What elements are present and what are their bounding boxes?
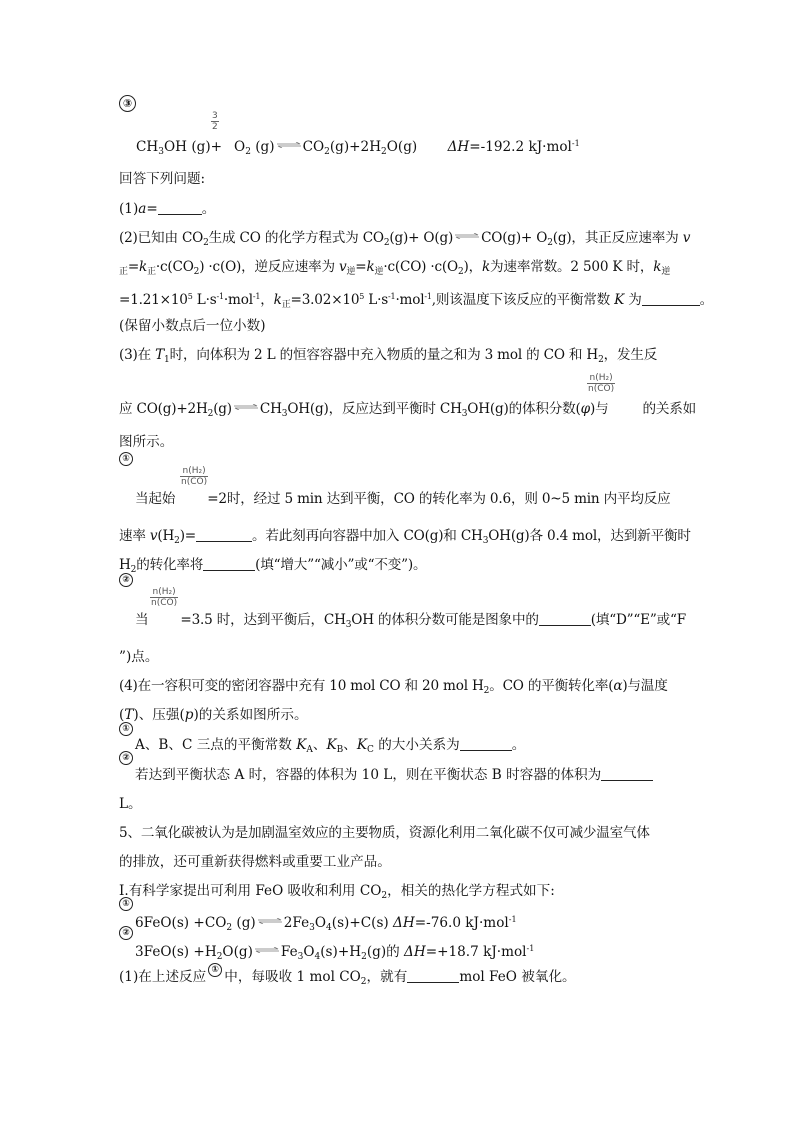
subscript: 正 [281,300,291,310]
subscript: 3 [281,409,288,419]
eq-text: =+18.7 kJ·mol [425,944,527,960]
variable: K [296,737,307,753]
q-text: =1.21×10 [119,292,188,308]
subscript: 2 [216,952,223,962]
q-text: 的转化率将 [136,557,204,573]
q-label: (1) [119,201,139,217]
question-3-1-line-3 [119,556,675,579]
fraction-denominator: n(CO) [151,598,178,608]
subscript: 2 [226,923,233,933]
q-text: (3)在 [119,347,156,363]
subscript: 3 [158,147,164,157]
q-text: OH(g)各 0.4 mol，达到新平衡时 [488,528,691,544]
q-text: 速率 [119,528,150,544]
sub-marker-1: ① [119,452,133,466]
eq-text: O(g) [386,139,418,155]
q-text: 。CO 的平衡转化率( [489,678,614,694]
question-3-2-line-2: ”)点。 [119,649,159,665]
q-text: 为速率常数。2 500 K 时， [490,259,654,275]
equation-3 [136,135,675,161]
question-4-2 [135,766,675,784]
variable: T [155,347,165,363]
q-text: ·c(CO [155,259,194,275]
q-text: 若达到平衡状态 A 时，容器的体积为 10 L，则在平衡状态 B 时容器的体积为 [135,767,602,783]
q-text: 。 [699,292,714,308]
eq-text: O [303,944,315,960]
subscript: 2 [457,267,464,277]
eq-text: (s)+C(s) [331,915,394,931]
variable: K [356,737,367,753]
q-text: (g) [213,401,232,417]
q-text: 应 CO(g)+2H [119,401,208,417]
answer-blank[interactable] [407,969,459,983]
q-text: CH [259,401,282,417]
question-3-1-line-2 [119,527,691,550]
q-text: 当起始 [135,491,176,507]
question-3-line-3: 图所示。 [119,434,174,450]
q-text: 为 [624,292,642,308]
variable: v [339,259,347,275]
delta-h: ΔH [447,139,470,155]
answer-blank[interactable] [203,557,255,571]
answer-blank[interactable] [642,292,700,306]
answer-intro: 回答下列问题: [119,171,206,187]
variable: K [614,292,625,308]
q-text: A、B、C 三点的平衡常数 [135,737,297,753]
superscript: -1 [252,292,261,301]
subscript: 2 [203,238,209,248]
subscript: 2 [245,147,251,157]
fraction-numerator: 3 [212,111,218,121]
q-text: )与温度 [622,678,668,694]
fraction-denominator: n(CO) [181,477,208,487]
variable: α [613,678,623,694]
subscript: 2 [360,977,367,987]
q-text: (填“D”“E”或“F [590,612,687,628]
eq-text: =-192.2 kJ·mol [469,139,572,155]
variable: k [273,292,282,308]
superscript: 5 [359,292,365,301]
answer-blank[interactable] [601,767,653,781]
q-text: ，发生反 [603,347,658,363]
q-text: 的关系如 [642,401,697,417]
subscript: 2 [598,355,604,365]
coefficient-fraction [211,111,219,132]
equilibrium-arrow-icon [276,142,302,148]
subscript: 2 [174,536,180,546]
subscript: 逆 [661,267,671,277]
equilibrium-arrow-icon [454,233,480,239]
variable: φ [580,401,590,417]
thermo-equation-1 [135,911,675,937]
q-text: )， [463,259,482,275]
sub-marker-2: ② [119,751,133,765]
eq-text: =-76.0 kJ·mol [414,915,509,931]
q-text: mol FeO 被氧化。 [459,969,576,985]
question-3-1-line-1 [135,490,675,508]
subscript: 2 [130,565,137,575]
q-text: (填“增大”“减小”或“不变”)。 [255,557,427,573]
question-5-1 [119,965,675,991]
fraction-denominator: n(CO) [588,384,615,394]
superscript: 5 [187,292,193,301]
subscript: 逆 [374,267,384,277]
equilibrium-arrow-icon [257,918,283,924]
q-text: )与 [590,401,609,417]
ratio-fraction [587,373,615,394]
q-text: 。若此刻再向容器中加入 CO(g)和 CH [252,528,483,544]
variable: a [138,201,147,217]
question-2-line-1 [119,229,691,252]
q-text: ·c(CO) ·c(O [383,259,458,275]
answer-blank[interactable] [460,737,512,751]
q-text: ( [119,707,125,723]
q-text: )= [179,528,196,544]
question-3-2-line-1 [135,611,687,634]
eq-text: CH [136,139,159,155]
subscript: 3 [297,952,304,962]
fraction-denominator: 2 [212,122,218,132]
item-marker-3: ③ [119,95,136,112]
subscript: 逆 [346,267,356,277]
fraction-numerator: n(H₂) [150,587,178,598]
subscript: 1 [164,355,170,365]
q-text: =2时，经过 5 min 达到平衡，CO 的转化率为 0.6，则 0~5 min 内平均反应 [207,491,671,507]
q-text: ，就有 [366,969,408,985]
equilibrium-arrow-icon [254,947,280,953]
eq-text: (g)+2H [329,139,382,155]
variable: v [149,528,158,544]
inline-marker-1: ① [208,963,222,977]
q-text: (g)+ O(g) [389,230,454,246]
subscript: 3 [345,620,352,630]
equation-marker-2: ② [119,926,133,940]
q-text: (4)在一容积可变的密闭容器中充有 10 mol CO 和 20 mol H [119,678,484,694]
q-text: Ⅰ.有科学家提出可利用 FeO 吸收和利用 CO [119,883,382,899]
q-text: OH 的体积分数可能是图象中的 [351,612,539,628]
eq-text: 3FeO(s) +H [135,944,217,960]
q-text: ) ·c(O)，逆反应速率为 [199,259,339,275]
subscript: 4 [326,923,332,933]
sub-marker-2: ② [119,573,133,587]
subscript: 2 [547,238,553,248]
question-4-line-1 [119,677,675,700]
q-text: (1)在上述反应 [119,969,207,985]
q-text: (2)已知由 CO [119,230,204,246]
variable: v [682,230,691,246]
question-4-2-end: L。 [119,796,142,812]
superscript: -1 [388,292,396,301]
subscript: C [366,745,374,755]
subscript: 3 [309,923,315,933]
q-text: L·s [192,292,217,308]
subscript: 3 [482,536,489,546]
q-text: 。 [201,201,216,217]
subscript: 2 [381,891,388,901]
eq-text: OH (g)+ [164,139,223,155]
q-text: ,则该温度下该反应的平衡常数 [431,292,615,308]
q-text: = [146,201,158,217]
q-text: OH(g)的体积分数( [467,401,581,417]
answer-blank[interactable] [196,528,252,542]
variable: k [653,259,662,275]
question-2-line-2 [119,258,675,281]
subscript: A [306,745,313,755]
eq-text: O(g) [222,944,253,960]
q-text: OH(g)，反应达到平衡时 CH [287,401,462,417]
superscript: -1 [216,292,224,301]
ratio-fraction [180,466,208,487]
question-1 [119,200,675,218]
eq-text: (g) [250,139,275,155]
q-text: 当 [135,612,149,628]
answer-blank[interactable] [158,201,202,215]
subscript: 2 [483,686,490,696]
question-2-line-3 [119,288,714,314]
q-text: L·s [364,292,389,308]
answer-blank[interactable] [539,612,591,626]
variable: k [139,259,148,275]
eq-text: CO [302,139,325,155]
q-text: = [127,259,140,275]
q-text: )的关系如图所示。 [193,707,308,723]
q-text: ，相关的热化学方程式如下: [387,883,555,899]
q-text: =3.02×10 [290,292,360,308]
question-3-line-2 [119,400,697,423]
subscript: B [336,745,344,755]
q-text: H [119,557,131,573]
equation-marker-1: ① [119,897,133,911]
fraction-numerator: n(H₂) [180,466,208,477]
question-5-part-1-intro [119,882,675,905]
variable: k [366,259,375,275]
fraction-numerator: n(H₂) [587,373,615,384]
eq-text: (s)+H [320,944,362,960]
q-text: 生成 CO 的化学方程式为 CO [208,230,384,246]
q-text: =3.5 时，达到平衡后，CH [180,612,346,628]
delta-h: ΔH [404,944,426,960]
q-text: ， [260,292,274,308]
eq-text: O [234,139,246,155]
delta-h: ΔH [393,915,415,931]
variable: k [481,259,491,275]
eq-text: (g)的 [366,944,405,960]
q-text: 。 [511,737,526,753]
subscript: 2 [361,952,367,962]
variable: T [124,707,134,723]
q-text: = [355,259,367,275]
subscript: 3 [461,409,468,419]
subscript: 2 [324,147,330,157]
subscript: 正 [119,267,128,277]
subscript: 2 [381,147,387,157]
subscript: 4 [314,952,321,962]
q-text: )、压强( [133,707,185,723]
subscript: 2 [207,409,214,419]
superscript: -1 [424,292,432,301]
sub-marker-1: ① [119,722,133,736]
q-text: 、 [312,737,327,753]
q-text: 、 [343,737,357,753]
q-text: (g)，其正反应速率为 [552,230,683,246]
q-text: 时，向体积为 2 L 的恒容容器中充入物质的量之和为 3 mol 的 CO 和 H [169,347,599,363]
question-5-intro-line-1: 5、二氧化碳被认为是加剧温室效应的主要物质，资源化利用二氧化碳不仅可减少温室气体 [119,825,650,841]
eq-text: 2Fe [283,915,310,931]
superscript: -1 [526,944,535,953]
question-5-intro-line-2: 的排放，还可重新获得燃料或重要工业产品。 [119,854,391,870]
q-text: (H [157,528,175,544]
superscript: -1 [571,139,580,148]
variable: p [184,707,194,723]
subscript: 2 [193,267,200,277]
superscript: -1 [508,915,517,924]
q-text: 中，每吸收 1 mol CO [224,969,361,985]
ratio-fraction [150,587,178,608]
q-text: ·mol [395,292,425,308]
question-4-line-2 [119,706,675,724]
eq-text: (g) [232,915,256,931]
eq-text: Fe [280,944,298,960]
equilibrium-arrow-icon [233,404,259,410]
subscript: 2 [383,238,390,248]
question-2-line-4: (保留小数点后一位小数) [119,318,266,334]
question-4-1 [135,736,675,759]
variable: K [326,737,337,753]
eq-text: 6FeO(s) +CO [135,915,227,931]
q-text: 的大小关系为 [373,737,460,753]
question-3-line-1 [119,346,675,369]
eq-text: O [314,915,327,931]
subscript: 正 [147,267,156,277]
q-text: ·mol [223,292,253,308]
q-text: CO(g)+ O [481,230,548,246]
